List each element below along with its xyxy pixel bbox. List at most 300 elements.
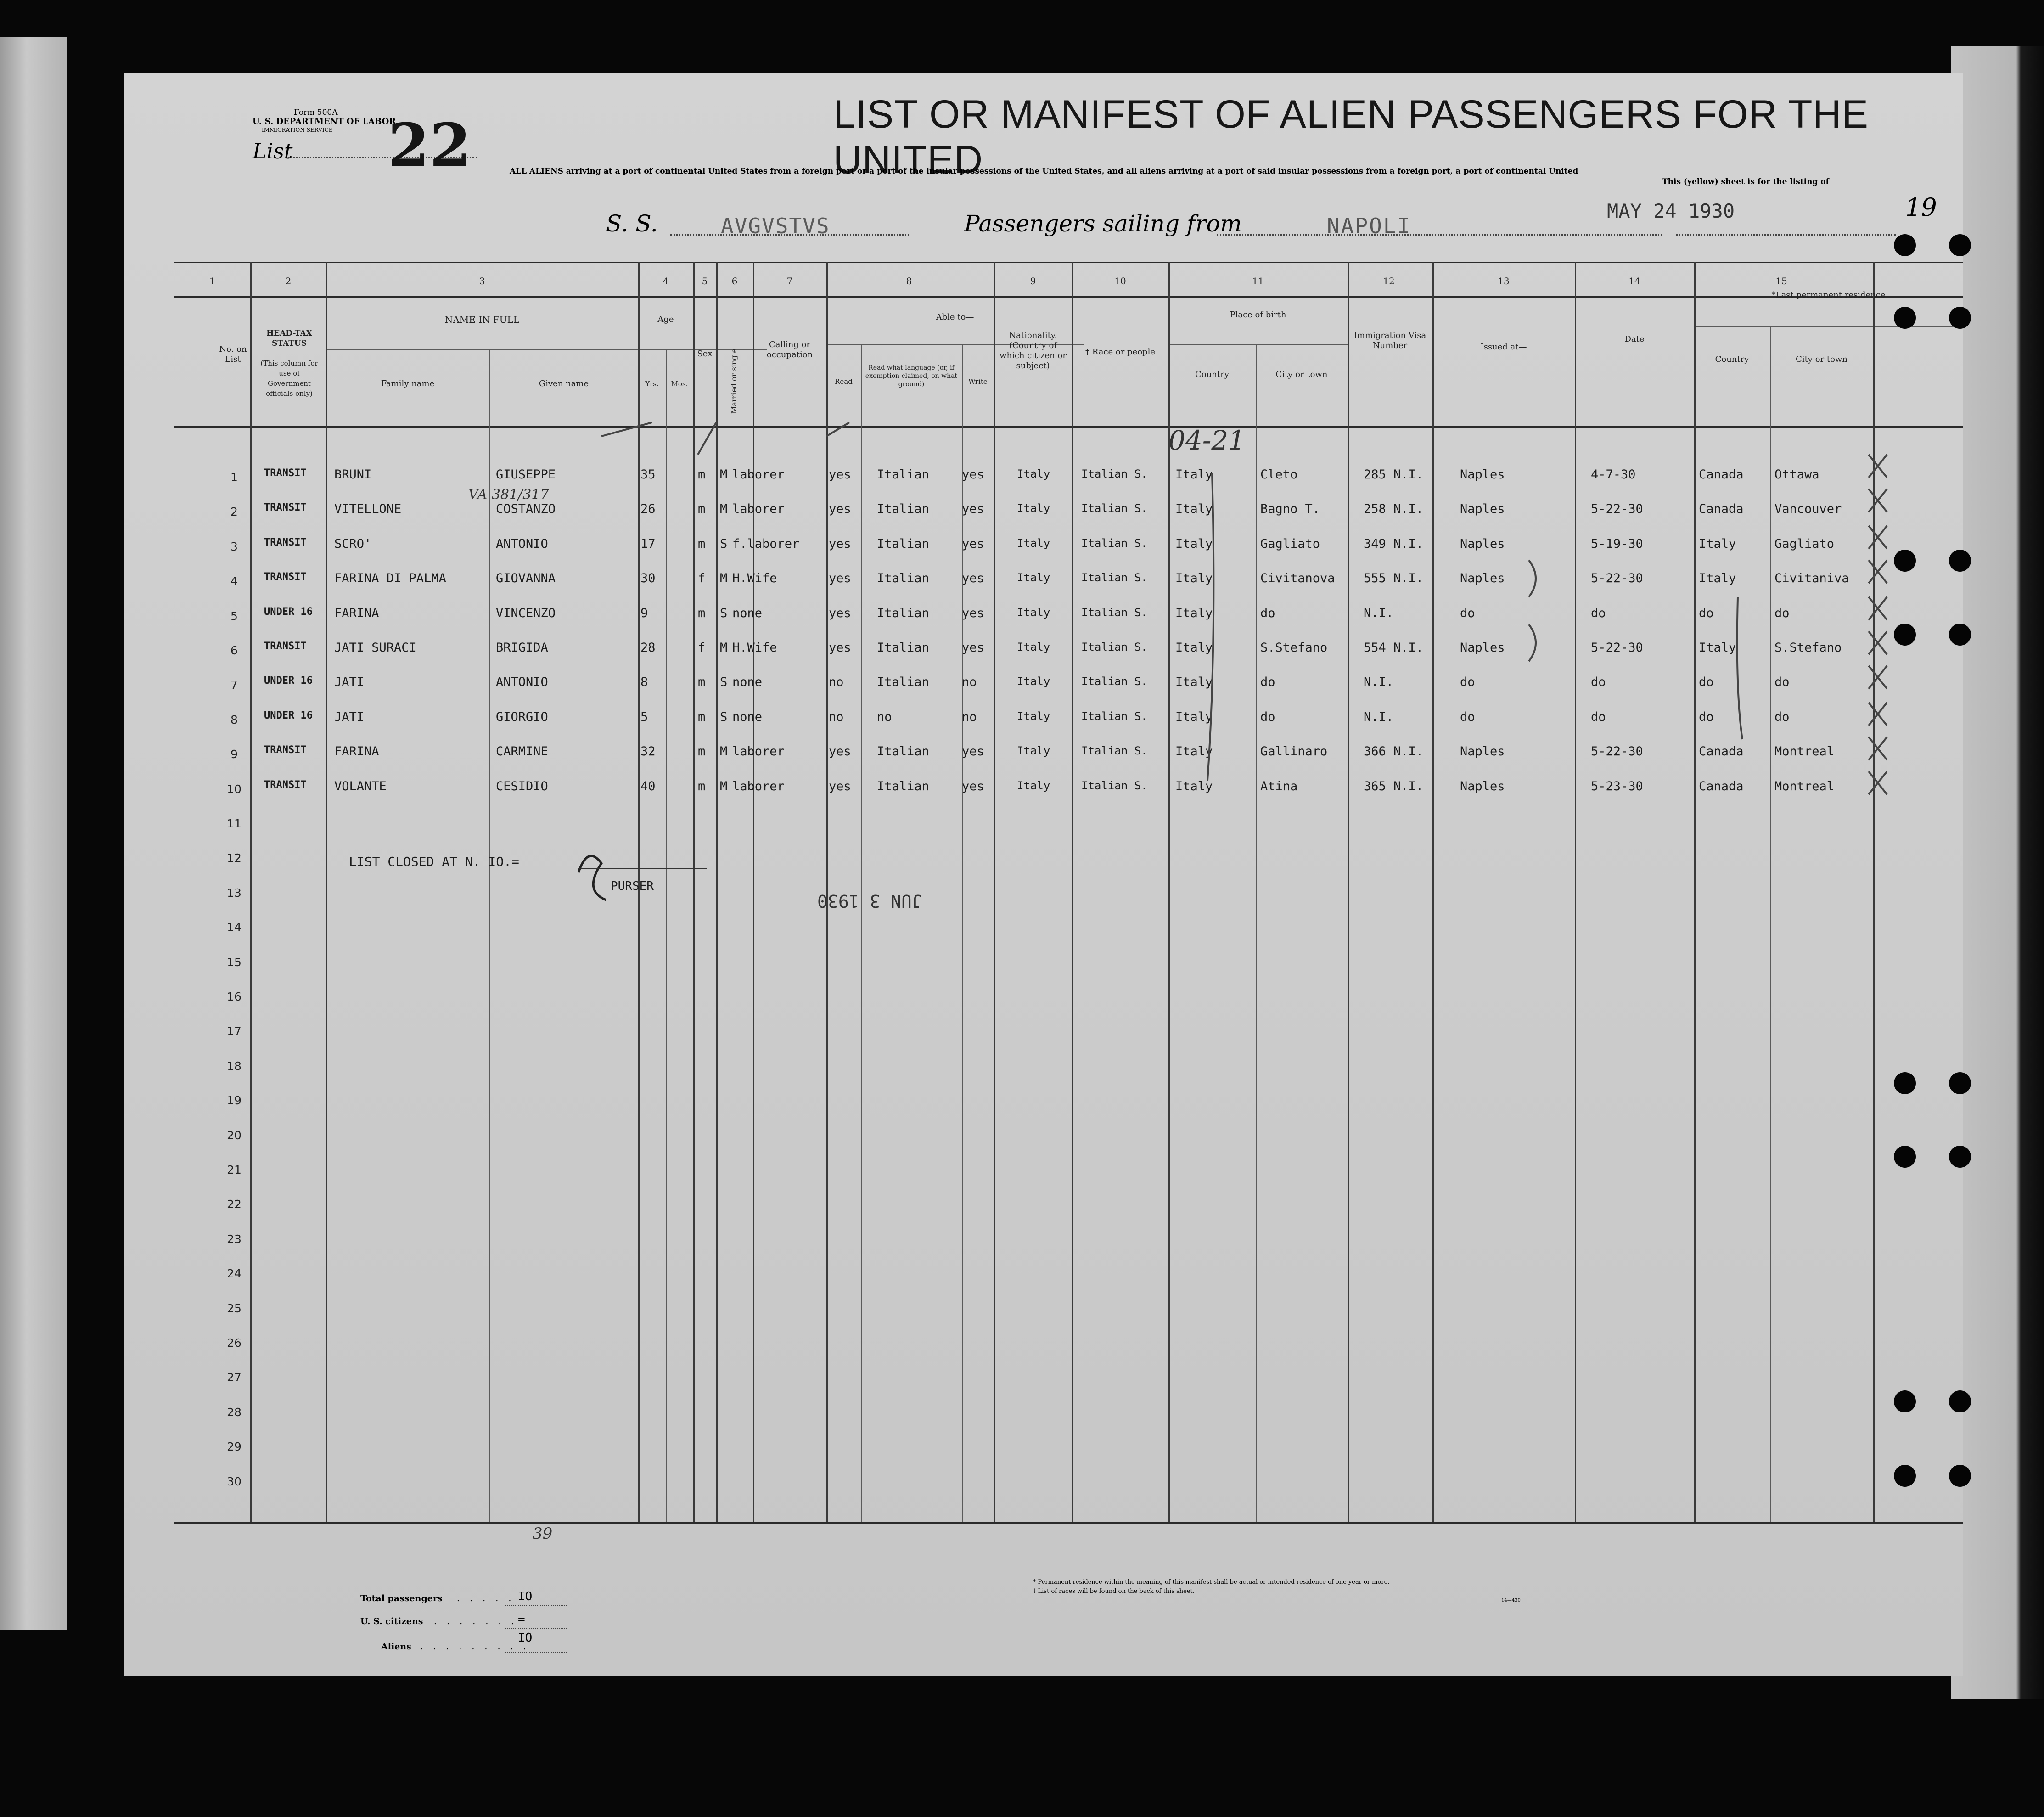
header-birth-city: City or town [1275, 370, 1328, 379]
punch-hole [1949, 1465, 1971, 1487]
read-language: Italian [877, 641, 929, 655]
punch-hole [1949, 234, 1971, 256]
sheet-note: This (yellow) sheet is for the listing of [1662, 177, 1829, 186]
header-nationality: Nationality. (Country of which citizen or subject) [1000, 331, 1067, 371]
birth-city: Bagno T. [1260, 502, 1320, 517]
can-read: yes [829, 641, 851, 655]
footnote-residence: * Permanent residence within the meaning of this manifest shall be actual or intended residence of one year or more. [1033, 1579, 1390, 1586]
issued-at: do [1460, 606, 1475, 620]
residence-city: do [1774, 675, 1790, 690]
sailing-label: Passengers sailing from [964, 210, 1242, 237]
occupation: none [732, 606, 763, 620]
given-name: CESIDIO [496, 779, 548, 793]
header-res-city: City or town [1796, 354, 1847, 364]
can-write: yes [962, 641, 984, 655]
total-passengers-label: Total passengers [360, 1593, 443, 1603]
punch-hole [1894, 1072, 1916, 1094]
row-number: 13 [227, 886, 241, 900]
race: Italian S. [1081, 606, 1148, 619]
head-tax-status: TRANSIT [264, 744, 307, 756]
issued-at: do [1460, 709, 1475, 724]
residence-city: Montreal [1774, 744, 1835, 759]
birth-country: Italy [1175, 606, 1213, 620]
marital-status: M [720, 779, 728, 793]
residence-city: do [1774, 709, 1790, 724]
us-citizens-value: = [518, 1613, 525, 1626]
row-number: 11 [227, 817, 241, 830]
issue-date: 5-23-30 [1591, 779, 1643, 793]
colnum-13: 13 [1498, 276, 1510, 287]
punch-hole [1949, 1072, 1971, 1094]
issued-at: Naples [1460, 536, 1505, 551]
occupation: none [732, 675, 763, 690]
row-number: 2 [230, 505, 238, 519]
sex: m [698, 502, 706, 517]
read-language: Italian [877, 502, 929, 517]
can-read: yes [829, 536, 851, 551]
read-language: Italian [877, 467, 929, 482]
punch-hole [1894, 234, 1916, 256]
head-tax-status: TRANSIT [264, 641, 307, 652]
colnum-2: 2 [285, 276, 292, 287]
race: Italian S. [1081, 467, 1148, 480]
header-married: Married or single [730, 349, 738, 414]
header-head-tax-note: (This column for use of Government officials only) [260, 359, 318, 398]
issued-at: Naples [1460, 779, 1505, 793]
birth-country: Italy [1175, 641, 1213, 655]
sex: m [698, 536, 706, 551]
header-date: Date [1624, 334, 1645, 344]
purser-signature-line [578, 868, 707, 869]
colnum-8: 8 [906, 276, 912, 287]
header-write: Write [968, 377, 988, 386]
residence-city: Montreal [1774, 779, 1835, 793]
aliens-label: Aliens [381, 1642, 411, 1652]
ship-name: AVGVSTVS [721, 214, 830, 238]
header-head-tax: HEAD-TAX STATUS [266, 329, 312, 348]
visa-number: 349 N.I. [1364, 536, 1424, 551]
can-write: yes [962, 536, 984, 551]
ss-label: S. S. [606, 210, 658, 237]
birth-country: Italy [1175, 675, 1213, 690]
residence-city: do [1774, 606, 1790, 620]
row-number: 27 [227, 1371, 241, 1384]
race: Italian S. [1081, 571, 1148, 585]
header-months: Mos. [671, 380, 688, 388]
marital-status: M [720, 467, 728, 482]
family-name: BRUNI [334, 467, 372, 482]
birth-city: do [1260, 606, 1275, 620]
sailing-date: MAY 24 1930 [1607, 200, 1735, 222]
service-name: IMMIGRATION SERVICE [262, 127, 333, 133]
age-years: 30 [640, 571, 656, 586]
family-name: FARINA [334, 744, 379, 759]
head-tax-status: TRANSIT [264, 571, 307, 583]
punch-hole [1894, 1390, 1916, 1412]
colnum-5: 5 [702, 276, 708, 287]
marital-status: S [720, 675, 728, 690]
header-years: Yrs. [645, 380, 659, 388]
nationality: Italy [1017, 467, 1050, 480]
given-name: CARMINE [496, 744, 548, 759]
list-number: 22 [388, 110, 471, 180]
row-number: 16 [227, 990, 241, 1003]
header-given-name: Given name [539, 379, 589, 388]
age-years: 9 [640, 606, 648, 620]
residence-country: Canada [1699, 502, 1744, 517]
marital-status: M [720, 641, 728, 655]
can-read: yes [829, 779, 851, 793]
head-tax-status: TRANSIT [264, 502, 307, 514]
sex: f [698, 571, 706, 586]
visa-number: 366 N.I. [1364, 744, 1424, 759]
residence-city: Ottawa [1774, 467, 1819, 482]
marital-status: M [720, 502, 728, 517]
read-language: Italian [877, 779, 929, 793]
nationality: Italy [1017, 675, 1050, 688]
occupation: laborer [732, 744, 785, 759]
form-number: Form 500A [294, 108, 338, 117]
age-years: 5 [640, 709, 648, 724]
family-name: SCRO' [334, 536, 372, 551]
head-tax-status: UNDER 16 [264, 709, 313, 721]
issue-date: 5-22-30 [1591, 502, 1643, 517]
visa-number: N.I. [1364, 675, 1394, 690]
sex: f [698, 641, 706, 655]
colnum-9: 9 [1030, 276, 1036, 287]
birth-city: do [1260, 675, 1275, 690]
residence-city: Civitaniva [1774, 571, 1849, 586]
aliens-total-value: IO [518, 1631, 533, 1645]
header-able-to: Able to— [936, 312, 974, 322]
head-tax-status: TRANSIT [264, 467, 307, 479]
list-closed-note: LIST CLOSED AT N. IO.= [349, 854, 519, 869]
residence-city: Gagliato [1774, 536, 1835, 551]
issue-date: do [1591, 606, 1606, 620]
nationality: Italy [1017, 536, 1050, 550]
row-number: 22 [227, 1198, 241, 1211]
sex: m [698, 779, 706, 793]
birth-country: Italy [1175, 502, 1213, 517]
row-number: 3 [230, 540, 238, 553]
occupation: none [732, 709, 763, 724]
colnum-10: 10 [1114, 276, 1126, 287]
residence-country: Italy [1699, 536, 1736, 551]
adjacent-left-page [0, 37, 67, 1630]
birth-country: Italy [1175, 709, 1213, 724]
adjacent-right-page [1951, 46, 2044, 1699]
family-name: JATI [334, 709, 365, 724]
row-number: 19 [227, 1094, 241, 1108]
given-name: GIOVANNA [496, 571, 556, 586]
header-last-residence: *Last permanent residence [1771, 290, 1886, 300]
given-name: BRIGIDA [496, 641, 548, 655]
residence-city: Vancouver [1774, 502, 1842, 517]
can-read: yes [829, 571, 851, 586]
marital-status: S [720, 536, 728, 551]
colnum-7: 7 [786, 276, 793, 287]
can-read: no [829, 675, 844, 690]
header-age: Age [657, 315, 674, 324]
visa-number: 555 N.I. [1364, 571, 1424, 586]
colnum-15: 15 [1775, 276, 1787, 287]
residence-country: do [1699, 606, 1714, 620]
residence-country: do [1699, 709, 1714, 724]
issue-date: 5-22-30 [1591, 571, 1643, 586]
age-years: 17 [640, 536, 656, 551]
aliens-underline [505, 1652, 567, 1653]
sex: m [698, 675, 706, 690]
read-language: Italian [877, 536, 929, 551]
header-family-name: Family name [381, 379, 435, 388]
birth-city: Cleto [1260, 467, 1298, 482]
row-number: 4 [230, 574, 238, 588]
punch-hole [1949, 550, 1971, 572]
sex: m [698, 744, 706, 759]
list-label: List [253, 139, 293, 163]
punch-hole [1894, 1146, 1916, 1168]
given-name: GIUSEPPE [496, 467, 556, 482]
given-name: VINCENZO [496, 606, 556, 620]
issued-at: Naples [1460, 502, 1505, 517]
birth-country: Italy [1175, 536, 1213, 551]
age-years: 8 [640, 675, 648, 690]
age-years: 28 [640, 641, 656, 655]
header-place-of-birth: Place of birth [1230, 310, 1286, 320]
age-years: 32 [640, 744, 656, 759]
race: Italian S. [1081, 502, 1148, 515]
row-number: 18 [227, 1059, 241, 1073]
occupation: laborer [732, 502, 785, 517]
birth-city: Gagliato [1260, 536, 1320, 551]
head-tax-status: TRANSIT [264, 536, 307, 548]
colnum-4: 4 [663, 276, 669, 287]
punch-hole [1894, 624, 1916, 646]
birth-annotation: 04-21 [1168, 425, 1246, 456]
colnum-1: 1 [209, 276, 215, 287]
occupation: H.Wife [732, 641, 777, 655]
occupation: laborer [732, 779, 785, 793]
punch-hole [1949, 307, 1971, 329]
family-name: FARINA [334, 606, 379, 620]
can-read: yes [829, 467, 851, 482]
row-number: 10 [227, 782, 241, 796]
family-name: VITELLONE [334, 502, 402, 517]
can-write: yes [962, 467, 984, 482]
nationality: Italy [1017, 641, 1050, 653]
marital-status: M [720, 744, 728, 759]
visa-number: N.I. [1364, 709, 1394, 724]
can-write: yes [962, 779, 984, 793]
us-citizens-label: U. S. citizens [360, 1616, 423, 1626]
punch-hole [1894, 1465, 1916, 1487]
port-name: NAPOLI [1327, 214, 1412, 238]
punch-hole [1949, 1390, 1971, 1412]
sex: m [698, 467, 706, 482]
given-name: COSTANZO [496, 502, 556, 517]
header-res-country: Country [1715, 354, 1749, 364]
nationality: Italy [1017, 779, 1050, 792]
birth-country: Italy [1175, 467, 1213, 482]
read-language: Italian [877, 571, 929, 586]
read-language: no [877, 709, 892, 724]
handwritten-marks [124, 73, 1963, 1676]
sex: m [698, 709, 706, 724]
race: Italian S. [1081, 536, 1148, 550]
head-tax-status: TRANSIT [264, 779, 307, 791]
residence-country: do [1699, 675, 1714, 690]
occupation: f.laborer [732, 536, 800, 551]
header-no-on-list: No. on List [219, 344, 247, 364]
age-years: 26 [640, 502, 656, 517]
age-years: 35 [640, 467, 656, 482]
manifest-subtitle: ALL ALIENS arriving at a port of continental United States from a foreign port or a port of the insular possessions of the United States, and all aliens arriving at a port of said insular possessions from a foreign port, a port of continental United [510, 167, 1578, 176]
can-write: no [962, 709, 977, 724]
read-language: Italian [877, 744, 929, 759]
header-issued-at: Issued at— [1480, 342, 1527, 352]
row-number: 20 [227, 1128, 241, 1142]
race: Italian S. [1081, 709, 1148, 723]
issue-date: 5-22-30 [1591, 641, 1643, 655]
visa-number: 365 N.I. [1364, 779, 1424, 793]
can-write: yes [962, 502, 984, 517]
header-race: † Race or people [1085, 347, 1155, 357]
total-passengers-value: IO [518, 1590, 533, 1603]
issued-at: Naples [1460, 571, 1505, 586]
row-number: 24 [227, 1267, 241, 1281]
leader-dots-3: . . . . . . . . . [420, 1642, 530, 1652]
row-number: 15 [227, 955, 241, 969]
given-name: ANTONIO [496, 536, 548, 551]
citizens-underline [505, 1628, 567, 1629]
issue-date: do [1591, 675, 1606, 690]
race: Italian S. [1081, 744, 1148, 758]
occupation: laborer [732, 467, 785, 482]
marital-status: S [720, 606, 728, 620]
header-visa: Immigration Visa Number [1353, 331, 1426, 350]
row-number: 7 [230, 678, 238, 692]
can-read: yes [829, 606, 851, 620]
visa-number: 285 N.I. [1364, 467, 1424, 482]
family-name: JATI [334, 675, 365, 690]
punch-hole [1894, 307, 1916, 329]
visa-number: 554 N.I. [1364, 641, 1424, 655]
race: Italian S. [1081, 675, 1148, 688]
row-number: 26 [227, 1336, 241, 1350]
colnum-11: 11 [1252, 276, 1264, 287]
row-number: 23 [227, 1232, 241, 1246]
row-number: 1 [230, 471, 238, 484]
given-name: ANTONIO [496, 675, 548, 690]
issued-at: Naples [1460, 744, 1505, 759]
punch-hole [1949, 1146, 1971, 1168]
can-write: yes [962, 606, 984, 620]
nationality: Italy [1017, 744, 1050, 758]
issue-date: 4-7-30 [1591, 467, 1636, 482]
colnum-6: 6 [731, 276, 738, 287]
colnum-3: 3 [479, 276, 485, 287]
nationality: Italy [1017, 571, 1050, 585]
header-read-language: Read what language (or, if exemption claimed, on what ground) [865, 364, 958, 388]
row-number: 21 [227, 1163, 241, 1176]
issue-date: do [1591, 709, 1606, 724]
header-read: Read [835, 377, 853, 386]
row-number: 17 [227, 1024, 241, 1038]
total-underline [505, 1605, 567, 1606]
row-number: 6 [230, 644, 238, 657]
row-number: 8 [230, 713, 238, 726]
race: Italian S. [1081, 779, 1148, 792]
colnum-12: 12 [1383, 276, 1395, 287]
residence-country: Canada [1699, 779, 1744, 793]
year-suffix: 19 [1905, 193, 1937, 222]
footnote-races: † List of races will be found on the back of this sheet. [1033, 1588, 1195, 1595]
issued-at: Naples [1460, 641, 1505, 655]
birth-city: Atina [1260, 779, 1298, 793]
birth-country: Italy [1175, 744, 1213, 759]
print-code: 14—430 [1501, 1598, 1521, 1603]
nationality: Italy [1017, 502, 1050, 515]
row-number: 25 [227, 1301, 241, 1315]
can-write: no [962, 675, 977, 690]
issued-at: Naples [1460, 467, 1505, 482]
punch-hole [1894, 550, 1916, 572]
age-years: 40 [640, 779, 656, 793]
head-tax-status: UNDER 16 [264, 675, 313, 687]
residence-country: Canada [1699, 467, 1744, 482]
residence-country: Italy [1699, 641, 1736, 655]
row-number: 30 [227, 1474, 241, 1488]
row-number: 28 [227, 1405, 241, 1419]
race: Italian S. [1081, 641, 1148, 653]
read-language: Italian [877, 675, 929, 690]
occupation: H.Wife [732, 571, 777, 586]
visa-number: 258 N.I. [1364, 502, 1424, 517]
birth-city: Civitanova [1260, 571, 1335, 586]
can-read: yes [829, 744, 851, 759]
nationality: Italy [1017, 606, 1050, 619]
can-write: yes [962, 571, 984, 586]
residence-country: Italy [1699, 571, 1736, 586]
head-tax-status: UNDER 16 [264, 606, 313, 618]
page-annotation: 39 [533, 1524, 553, 1543]
residence-city: S.Stefano [1774, 641, 1842, 655]
birth-city: Gallinaro [1260, 744, 1328, 759]
manifest-title: LIST OR MANIFEST OF ALIEN PASSENGERS FOR THE UNITED [833, 92, 1869, 182]
issue-date: 5-22-30 [1591, 744, 1643, 759]
can-write: yes [962, 744, 984, 759]
family-name: JATI SURACI [334, 641, 416, 655]
header-sex: Sex [697, 349, 713, 359]
birth-country: Italy [1175, 779, 1213, 793]
leader-dots-2: . . . . . . . [434, 1616, 518, 1626]
colnum-14: 14 [1628, 276, 1640, 287]
purser-label: PURSER [611, 879, 654, 893]
row-number: 29 [227, 1440, 241, 1454]
punch-hole [1949, 624, 1971, 646]
row-number: 5 [230, 609, 238, 623]
header-calling: Calling or occupation [766, 340, 813, 360]
issue-date: 5-19-30 [1591, 536, 1643, 551]
can-read: no [829, 709, 844, 724]
birth-city: S.Stefano [1260, 641, 1328, 655]
birth-city: do [1260, 709, 1275, 724]
read-language: Italian [877, 606, 929, 620]
visa-reference: VA 381/317 [468, 487, 549, 503]
marital-status: S [720, 709, 728, 724]
family-name: FARINA DI PALMA [334, 571, 446, 586]
header-name-in-full: NAME IN FULL [444, 314, 520, 325]
